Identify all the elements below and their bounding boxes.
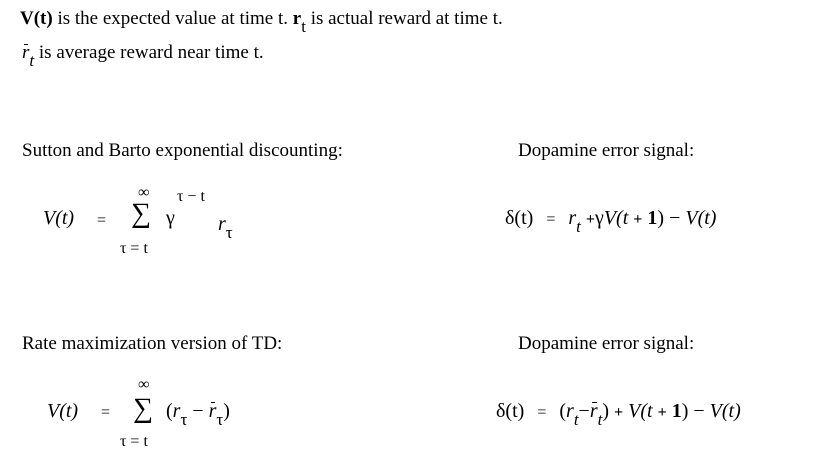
eq1-r-sub: τ (225, 223, 233, 242)
intro-line-2 (22, 42, 264, 70)
intro-r: r (292, 8, 302, 29)
eq4-close2: ) (681, 400, 689, 422)
eq2-gamma: γ (595, 207, 604, 229)
eq2-close: ) (657, 207, 665, 229)
rate-max-heading: Rate maximization version of TD: (22, 333, 283, 354)
eq3-r-sub: τ (180, 410, 188, 429)
eq3-equals: = (101, 404, 111, 421)
eq2-r: r (568, 207, 577, 229)
eq4-rbar: r (589, 400, 598, 422)
intro-vt: V(t) (20, 8, 53, 29)
eq3-open: ( (166, 400, 173, 422)
eq4-r-sub: t (573, 410, 579, 429)
eq2-r-sub: t (576, 217, 581, 236)
eq4-delta: δ(t) (496, 400, 525, 422)
eq2-equals: = (546, 211, 556, 228)
eq1-exponent: τ − t (177, 188, 205, 205)
eq4-open: ( (559, 400, 567, 422)
intro-text-2: is actual reward at time t. (305, 8, 503, 29)
eq3-lhs (47, 400, 78, 423)
eq4-one: 1 (671, 400, 682, 422)
eq3-body (166, 400, 230, 429)
intro-line-1 (20, 8, 503, 36)
sutton-barto-heading: Sutton and Barto exponential discounting: (22, 140, 343, 161)
eq3-sum-lower: τ = t (120, 433, 148, 450)
eq3-r: r (172, 400, 181, 422)
eq3-sigma: ∑ (133, 393, 153, 424)
eq2-plus: + (585, 211, 595, 228)
eq4-close: ) (602, 400, 610, 422)
intro-rbar-sub: t (29, 51, 35, 70)
eq3-sum-upper: ∞ (138, 376, 150, 393)
eq4-r: r (566, 400, 574, 422)
eq1-equals: = (97, 212, 107, 229)
eq1-vt: V(t) (43, 207, 75, 229)
eq3-rbar: r (208, 400, 217, 422)
eq2-v2: V(t) (685, 207, 717, 229)
eq3-minus: − (192, 400, 204, 422)
eq4-equals: = (537, 404, 547, 421)
intro-r-sub: t (301, 17, 306, 36)
eq1-r-var: r (218, 213, 226, 235)
intro-text-1: is the expected value at time t. (52, 8, 293, 29)
eq2-one: 1 (647, 207, 658, 229)
eq4-plus2: + (657, 404, 667, 421)
eq2-delta: δ(t) (505, 207, 534, 229)
intro-rbar: r (22, 42, 30, 63)
eq2-plus2: + (633, 211, 643, 228)
eq1-lhs (43, 207, 74, 230)
dopamine-heading-1: Dopamine error signal: (518, 140, 695, 161)
eq4-plus: + (614, 404, 624, 421)
eq4-rbar-sub: t (597, 410, 603, 429)
eq3-vt: V(t) (47, 400, 79, 422)
eq2-v1: V(t (603, 207, 629, 229)
eq2 (505, 207, 717, 236)
eq4-v1: V(t (628, 400, 653, 422)
eq4-minus2: − (693, 400, 705, 422)
eq4-v2: V(t) (709, 400, 741, 422)
dopamine-heading-2: Dopamine error signal: (518, 333, 695, 354)
intro-text-3: is average reward near time t. (34, 42, 264, 63)
eq4-minus: − (578, 400, 590, 422)
eq1-sum-upper: ∞ (138, 184, 150, 201)
eq1-gamma: γ (166, 207, 175, 229)
eq1-r (218, 213, 233, 242)
eq3-close: ) (223, 400, 230, 422)
eq1-sum-lower: τ = t (120, 240, 148, 257)
eq2-minus: − (669, 207, 681, 229)
eq3-rbar-sub: τ (216, 410, 224, 429)
eq1-sigma: ∑ (131, 198, 151, 229)
eq4 (496, 400, 741, 429)
